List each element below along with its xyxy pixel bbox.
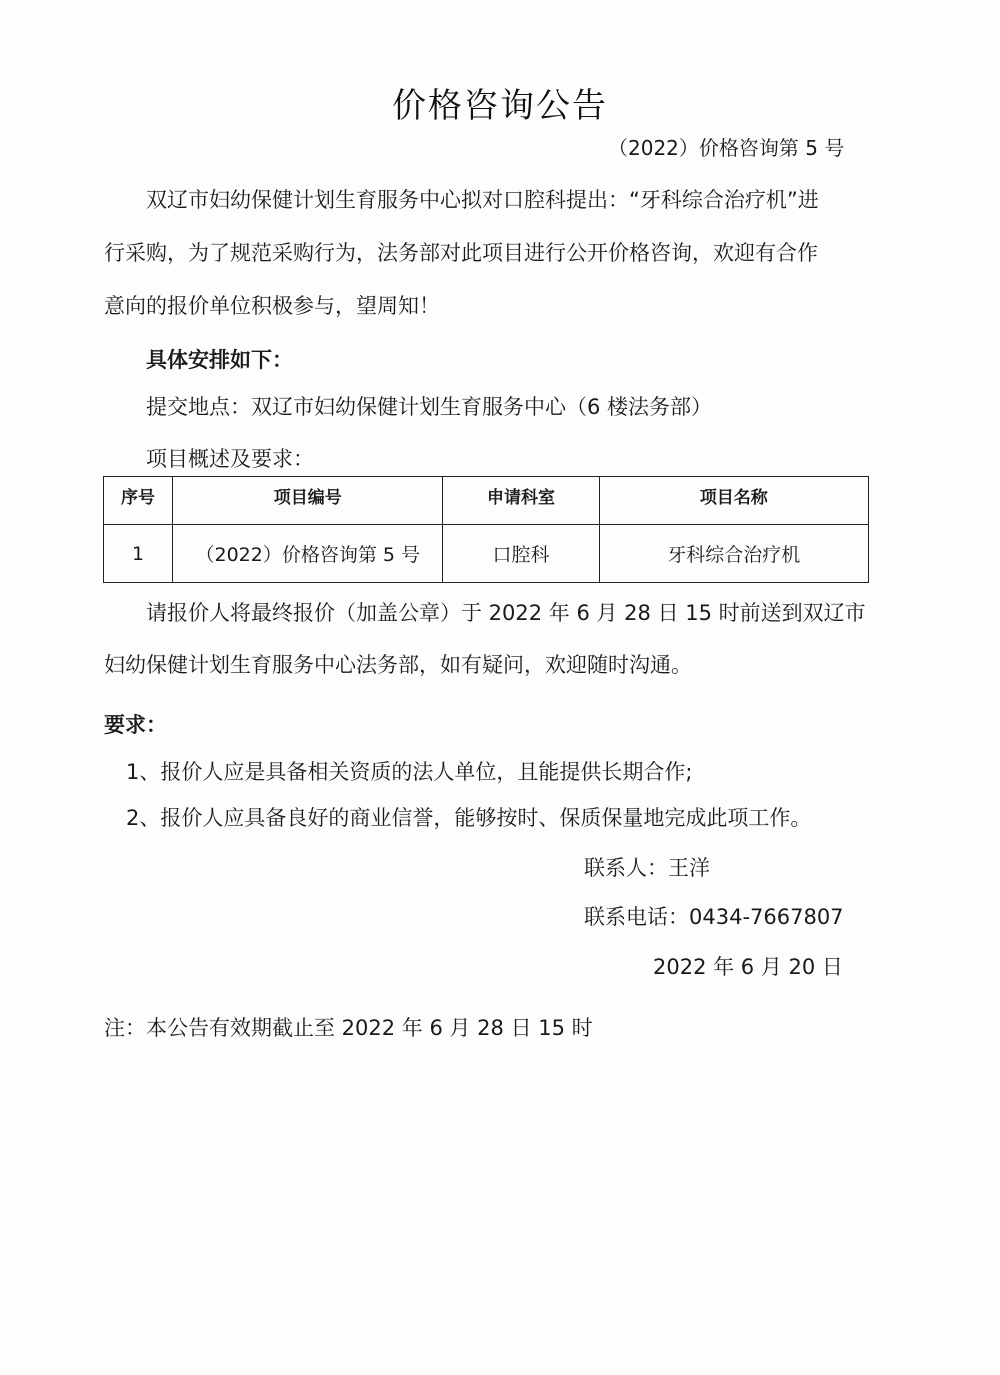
intro-line-2: 行采购，为了规范采购行为，法务部对此项目进行公开价格咨询，欢迎有合作 xyxy=(104,241,818,265)
header-project-name: 项目名称 xyxy=(599,477,868,525)
overview-label: 项目概述及要求： xyxy=(146,447,314,471)
table-header-row xyxy=(104,477,869,525)
cell-project-name: 牙科综合治疗机 xyxy=(599,525,868,583)
cell-department: 口腔科 xyxy=(443,525,599,583)
requirement-2: 2、报价人应具备良好的商业信誉，能够按时、保质保量地完成此项工作。 xyxy=(126,806,812,830)
arrangement-heading: 具体安排如下： xyxy=(146,348,293,372)
intro-line-3: 意向的报价单位积极参与，望周知！ xyxy=(104,294,440,318)
deadline-line-2: 妇幼保健计划生育服务中心法务部，如有疑问，欢迎随时沟通。 xyxy=(104,653,692,677)
header-project-no: 项目编号 xyxy=(173,477,443,525)
contact-person: 联系人：王洋 xyxy=(584,856,710,880)
page-title: 价格咨询公告 xyxy=(392,86,608,126)
validity-note: 注：本公告有效期截止至 2022 年 6 月 28 日 15 时 xyxy=(104,1016,593,1040)
requirements-heading: 要求： xyxy=(104,713,167,737)
requirement-1: 1、报价人应是具备相关资质的法人单位，且能提供长期合作; xyxy=(126,760,693,784)
project-table xyxy=(103,476,869,583)
header-department: 申请科室 xyxy=(443,477,599,525)
intro-line-1: 双辽市妇幼保健计划生育服务中心拟对口腔科提出：“牙科综合治疗机”进 xyxy=(146,188,819,212)
table-row xyxy=(104,525,869,583)
document-number: （2022）价格咨询第 5 号 xyxy=(608,136,845,160)
notice-date: 2022 年 6 月 20 日 xyxy=(653,955,843,979)
cell-project-no: （2022）价格咨询第 5 号 xyxy=(173,525,443,583)
deadline-line-1: 请报价人将最终报价（加盖公章）于 2022 年 6 月 28 日 15 时前送到双辽市 xyxy=(146,601,866,625)
contact-phone: 联系电话：0434-7667807 xyxy=(584,905,844,929)
submit-location: 提交地点：双辽市妇幼保健计划生育服务中心（6 楼法务部） xyxy=(146,395,713,419)
header-seq: 序号 xyxy=(104,477,173,525)
cell-seq: 1 xyxy=(104,525,173,583)
